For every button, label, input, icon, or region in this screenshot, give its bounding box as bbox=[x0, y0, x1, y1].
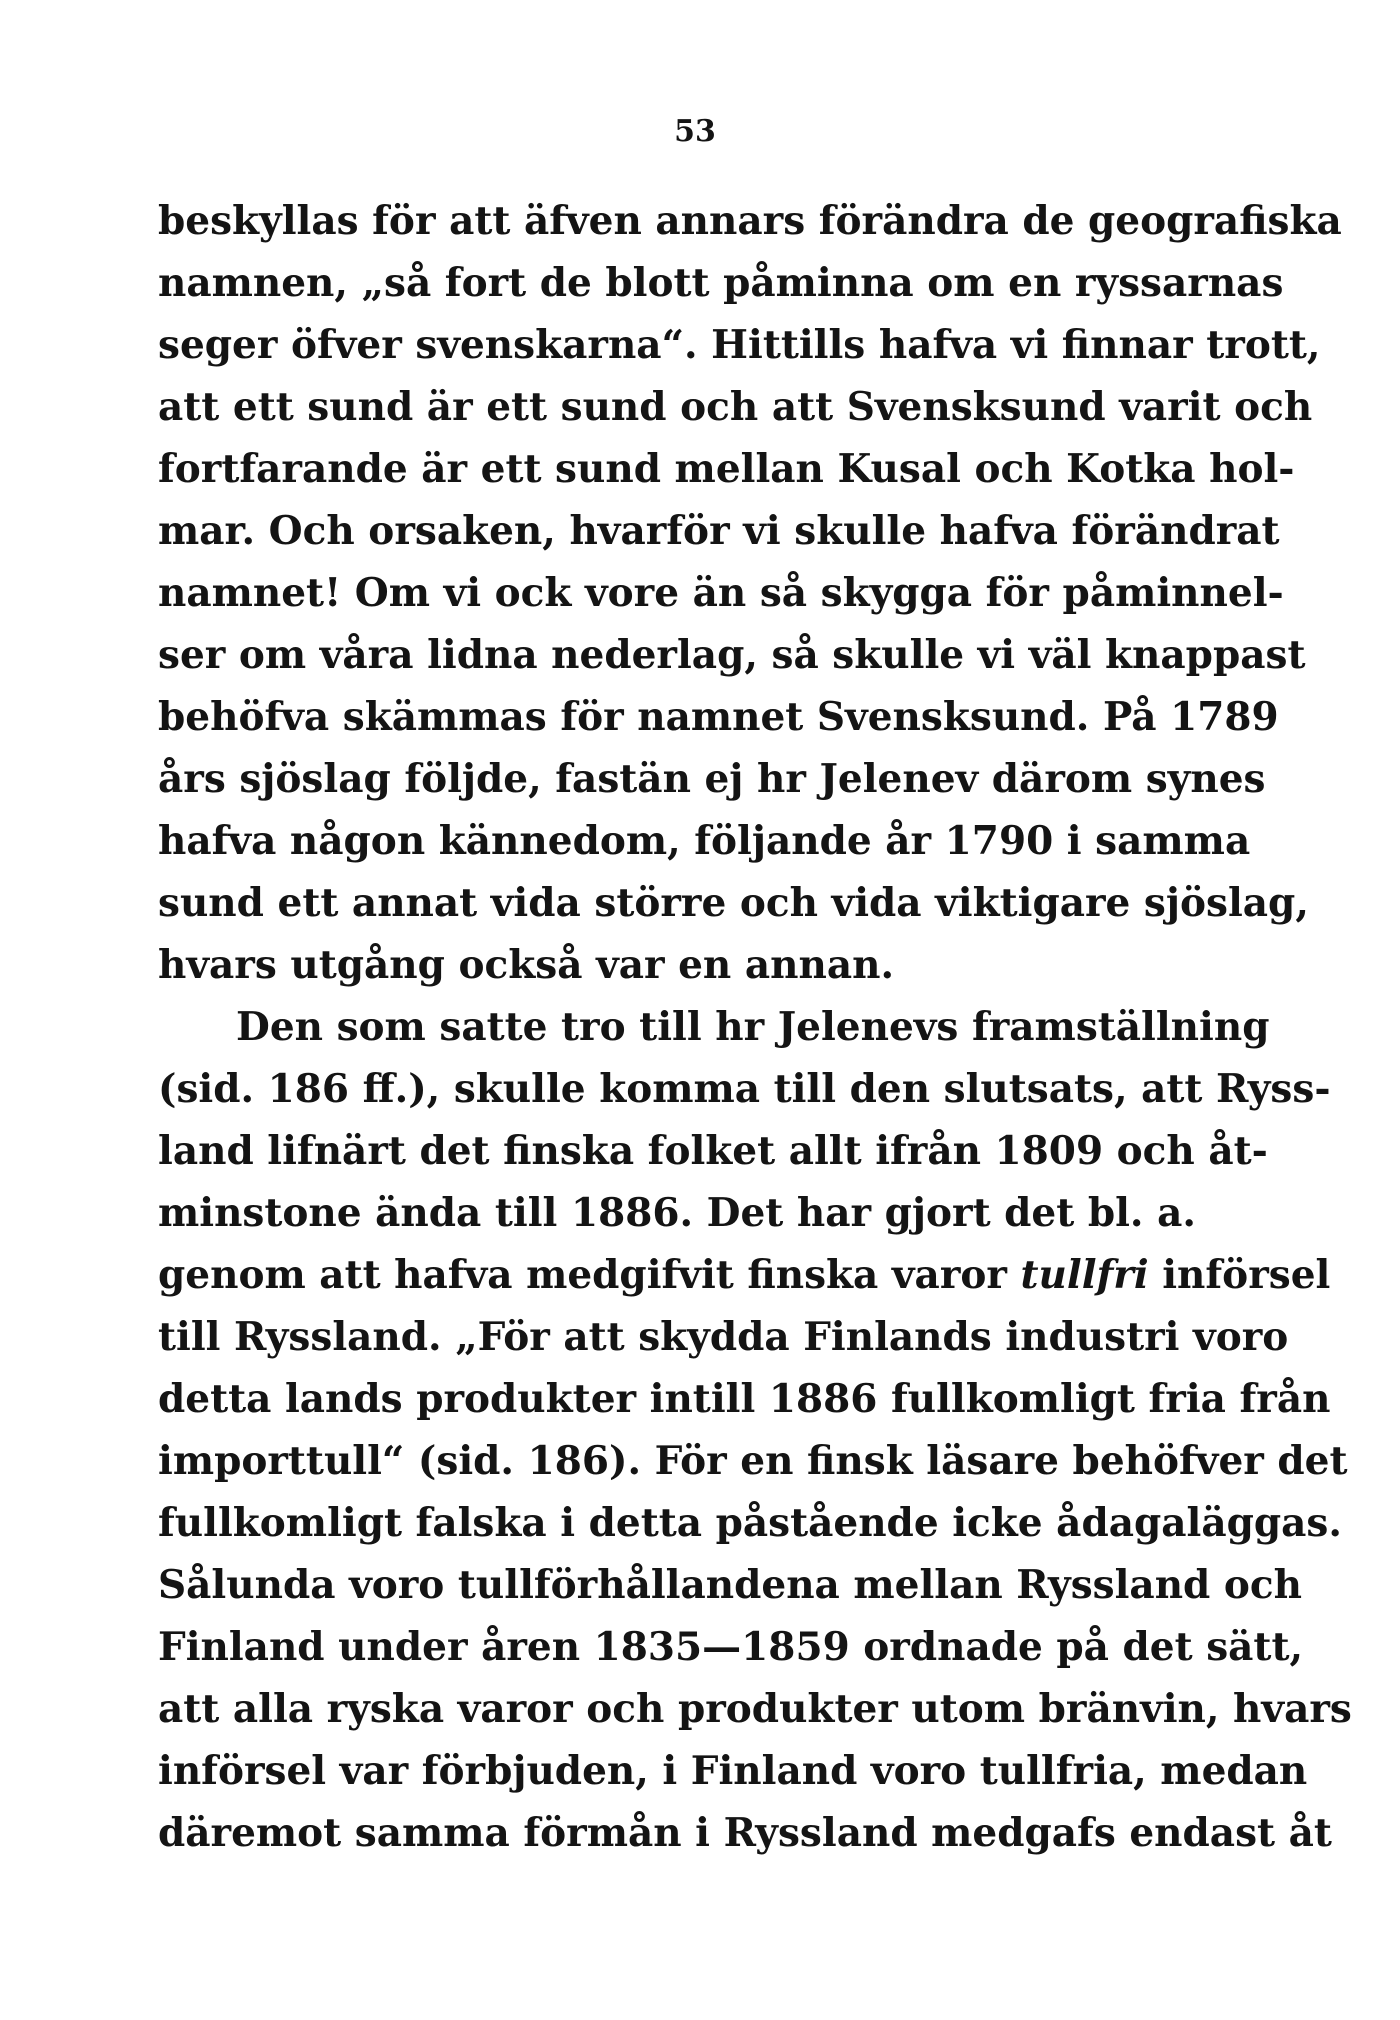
text-segment: genom att hafva medgifvit finska varor bbox=[158, 1252, 1021, 1298]
text-line: fullkomligt falska i detta påstående icke ådagaläggas. bbox=[158, 1500, 1342, 1546]
page-number: 53 bbox=[674, 114, 716, 149]
text-line: namnet! Om vi ock vore än så skygga för påminnel- bbox=[158, 570, 1284, 616]
text-line: fortfarande är ett sund mellan Kusal och Kotka hol- bbox=[158, 446, 1295, 492]
text-line: namnen, „så fort de blott påminna om en ryssarnas bbox=[158, 260, 1284, 306]
text-line: detta lands produkter intill 1886 fullkomligt fria från bbox=[158, 1376, 1331, 1422]
text-line: importtull“ (sid. 186). För en finsk läsare behöfver det bbox=[158, 1438, 1348, 1484]
text-line: Finland under åren 1835—1859 ordnade på det sätt, bbox=[158, 1624, 1304, 1670]
text-line: års sjöslag följde, fastän ej hr Jelenev därom synes bbox=[158, 756, 1266, 802]
text-line: sund ett annat vida större och vida viktigare sjöslag, bbox=[158, 880, 1309, 926]
text-line: ser om våra lidna nederlag, så skulle vi väl knappast bbox=[158, 632, 1306, 678]
text-line: till Ryssland. „För att skydda Finlands industri voro bbox=[158, 1314, 1289, 1360]
text-line: Sålunda voro tullförhållandena mellan Ryssland och bbox=[158, 1562, 1303, 1608]
text-line-with-italic bbox=[158, 1244, 1331, 1306]
text-line: att ett sund är ett sund och att Svensksund varit och bbox=[158, 384, 1313, 430]
text-line: Den som satte tro till hr Jelenevs framställning bbox=[236, 1004, 1270, 1050]
italic-word: tullfri bbox=[1020, 1252, 1149, 1298]
text-line: hvars utgång också var en annan. bbox=[158, 942, 895, 988]
text-line: seger öfver svenskarna“. Hittills hafva vi finnar trott, bbox=[158, 322, 1321, 368]
text-line: införsel var förbjuden, i Finland voro tullfria, medan bbox=[158, 1748, 1308, 1794]
text-line: behöfva skämmas för namnet Svensksund. På 1789 bbox=[158, 694, 1279, 740]
paragraph-2 bbox=[158, 996, 1352, 1864]
text-line: beskyllas för att äfven annars förändra de geografiska bbox=[158, 198, 1342, 244]
text-line: (sid. 186 ff.), skulle komma till den slutsats, att Ryss- bbox=[158, 1066, 1331, 1112]
text-line: däremot samma förmån i Ryssland medgafs endast åt bbox=[158, 1810, 1332, 1856]
paragraph-1 bbox=[158, 190, 1342, 996]
body-text bbox=[158, 190, 1352, 1864]
text-line: minstone ända till 1886. Det har gjort det bl. a. bbox=[158, 1190, 1196, 1236]
text-line: land lifnärt det finska folket allt ifrån 1809 och åt- bbox=[158, 1128, 1268, 1174]
text-line: mar. Och orsaken, hvarför vi skulle hafva förändrat bbox=[158, 508, 1280, 554]
text-line: hafva någon kännedom, följande år 1790 i samma bbox=[158, 818, 1251, 864]
text-segment: införsel bbox=[1148, 1252, 1331, 1298]
text-line: att alla ryska varor och produkter utom bränvin, hvars bbox=[158, 1686, 1352, 1732]
